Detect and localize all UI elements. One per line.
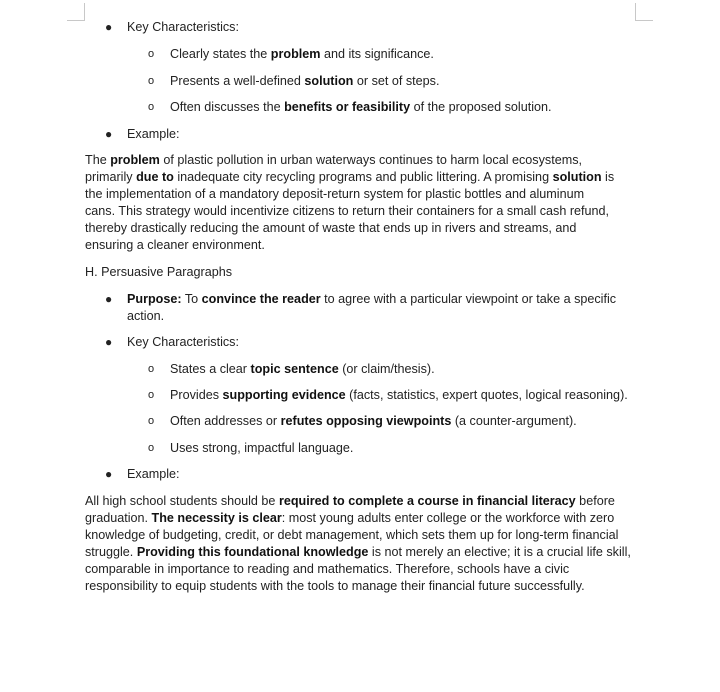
characteristic-item: Often discusses the benefits or feasibility of the proposed solution. — [170, 100, 552, 114]
sub-bullet-icon: o — [148, 442, 155, 454]
bullet-icon: ● — [105, 127, 113, 141]
bullet-icon: ● — [105, 467, 113, 481]
characteristic-item: Presents a well-defined solution or set of steps. — [170, 74, 440, 88]
margin-corner-mark-left — [67, 3, 85, 21]
margin-corner-mark-right — [635, 3, 653, 21]
sub-bullet-icon: o — [148, 48, 155, 60]
sub-bullet-icon: o — [148, 101, 155, 113]
example-label: Example: — [127, 467, 180, 481]
sub-bullet-icon: o — [148, 415, 155, 427]
example-label: Example: — [127, 127, 180, 141]
sub-bullet-icon: o — [148, 389, 155, 401]
characteristic-item: Uses strong, impactful language. — [170, 441, 354, 455]
sub-bullet-icon: o — [148, 363, 155, 375]
key-characteristics-label: Key Characteristics: — [127, 20, 239, 34]
bullet-icon: ● — [105, 292, 113, 306]
characteristic-item: Clearly states the problem and its significance. — [170, 47, 434, 61]
sub-bullet-icon: o — [148, 75, 155, 87]
characteristic-item: Often addresses or refutes opposing viewpoints (a counter-argument). — [170, 414, 577, 428]
bullet-icon: ● — [105, 20, 113, 34]
section-heading: H. Persuasive Paragraphs — [85, 265, 232, 279]
bullet-icon: ● — [105, 335, 113, 349]
characteristic-item: States a clear topic sentence (or claim/thesis). — [170, 362, 435, 376]
key-characteristics-label: Key Characteristics: — [127, 335, 239, 349]
purpose-item: Purpose: To convince the reader to agree with a particular viewpoint or take a specific — [127, 292, 617, 306]
purpose-item-continued: action. — [127, 309, 165, 323]
characteristic-item: Provides supporting evidence (facts, statistics, expert quotes, logical reasoning). — [170, 388, 628, 402]
